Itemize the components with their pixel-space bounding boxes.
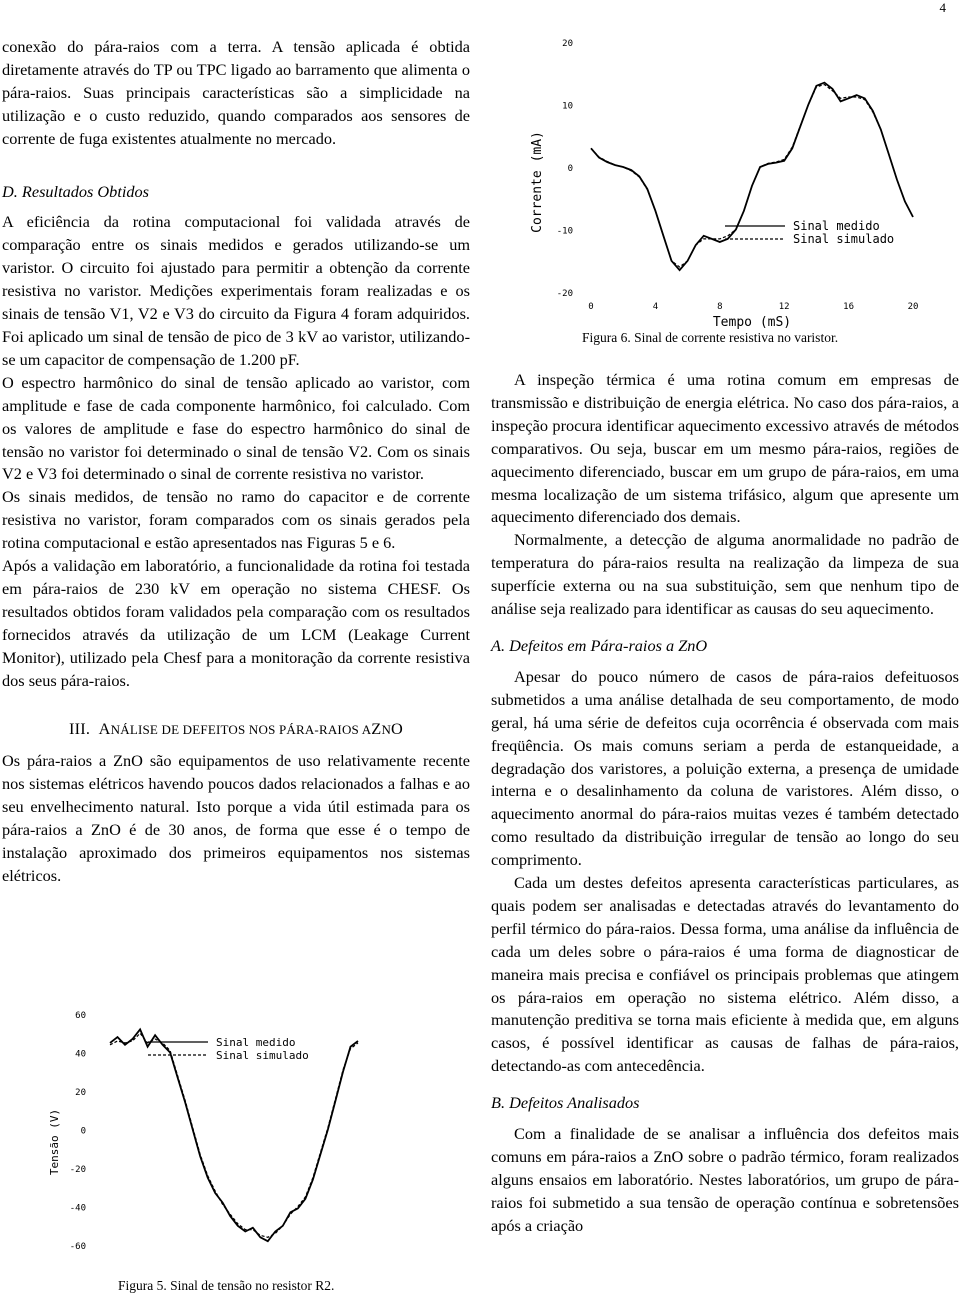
fig6-ylabel: Corrente (mA) [530,131,545,233]
paragraph-b1: Com a finalidade de se analisar a influência dos defeitos mais comuns em pára-raios a ZnO sobre o padrão térmico, foram realizados alguns ensaios em laboratório. Nestes laboratórios, um grupo de pára-raios foi submetido a sua tensão de operação contínua e sobretensões após a criação [491,1124,959,1235]
f5-ytick-label: 20 [75,1088,86,1098]
f6-ytick-label: 0 [567,164,573,174]
paragraph-r2: Normalmente, a detecção de alguma anormalidade no padrão de temperatura do pára-raios resulta na realização da limpeza de sua superfície externa ou na sua substituição, sem que nenhum tipo de análise seja realizado para identificar as causas do seu aquecimento. [491,530,959,619]
f5-ytick-label: -40 [69,1203,86,1214]
heading-iii-d: N [381,722,392,738]
f5-series-line-simulated [110,1033,358,1237]
right-column [491,369,959,1238]
paragraph-a1: Apesar do pouco número de casos de pára-raios defeituosos submetidos a uma análise detalhada de seu comportamento, de modo geral, há uma série de defeitos cuja ocorrência é observada com mais freqüência. Os mais comuns seriam a perda de estanqueidade, a degradação dos varistores, a poluição externa, a presença de umidade interna e o desalinhamento da coluna de varistores. Além disso, o aquecimento anormal do pára-raios muitas vezes é também detectado como resultado da distribuição irregular de tensão ao longo do seu comprimento. [491,666,959,870]
heading-iii-a: A [98,719,111,739]
f6-ytick-label: -10 [556,226,573,237]
figure-5-caption: Figura 5. Sinal de tensão no resistor R2. [118,1278,335,1293]
page-number: 4 [939,0,946,15]
figure-5-chart [40,1002,380,1278]
figure-6-chart [525,30,925,330]
heading-a-defeitos: A. Defeitos em Pára-raios a ZnO [491,635,708,655]
f6-legend-label: Sinal simulado [793,232,895,246]
f6-xtick-label: 8 [717,302,723,312]
f5-legend-label: Sinal simulado [216,1049,309,1062]
f6-xtick-label: 4 [652,302,659,312]
heading-iii-c: Z [371,719,382,739]
f6-ytick-label: 20 [562,39,573,49]
f6-xtick-label: 16 [843,302,855,312]
figure-6-caption: Figura 6. Sinal de corrente resistiva no varistor. [582,330,839,345]
paragraph-iii: Os pára-raios a ZnO são equipamentos de uso relativamente recente nos sistemas elétricos havendo poucos dados relacionados a falhas e ao seu envelhecimento natural. Isto porque a vida útil estimada para os pára-raios a ZnO é de 30 anos, de forma que esse é o tempo de instalação aproximado dos primeiros equipamentos nos sistemas elétricos. [2,751,470,885]
f6-ytick-label: 10 [562,101,573,112]
f6-xtick-label: 20 [907,302,919,312]
paragraph-d3: Os sinais medidos, de tensão no ramo do capacitor e de corrente resistiva no varistor, foram comparados com os sinais gerados pela rotina computacional e estão apresentados nas Figuras 5 e 6. [2,487,470,553]
heading-d-resultados: D. Resultados Obtidos [2,181,149,201]
f5-ytick-label: 60 [75,1011,86,1021]
paragraph-d1: A eficiência da rotina computacional foi validada através de comparação entre os sinais medidos e gerados utilizando-se um varistor. O circuito foi ajustado para permitir a obtenção da corrente resistiva no varistor. Medições experimentais foram realizadas e os sinais de tensão V1, V2 e V3 do circuito da Figura 4 foram adquiridos. Foi aplicado um sinal de tensão de pico de 3 kV ao varistor, utilizando-se um capacitor de compensação de 1.200 pF. [2,212,470,369]
paragraph-a2: Cada um destes defeitos apresenta características particulares, as quais podem ser analisadas e detectadas através do levantamento do perfil térmico do pára-raios. Dessa forma, uma análise da influência de cada um deles sobre o pára-raios é uma forma de diagnosticar de maneira mais precisa e confiável os principais problemas que atingem os pára-raios em operação no sistema elétrico. Além disso, a manutenção preditiva se torna mais eficiente à medida que, em alguns casos, é possível identificar as causas de falhas de pára-raios, detectando-as com antecedência. [491,873,959,1076]
f5-ytick-label: -20 [69,1165,86,1175]
f6-xtick-label: 0 [588,302,594,312]
fig6-xlabel: Tempo (mS) [712,315,792,330]
f5-ytick-label: 0 [80,1126,86,1137]
paragraph-r1: A inspeção térmica é uma rotina comum em empresas de transmissão e distribuição de energia elétrica. No caso dos pára-raios, a inspeção procura identificar aquecimento excessivo através de métodos comparativos. Ou seja, buscar em um mesmo pára-raios, regiões de aquecimento diferenciado, buscar em um grupo de pára-raios, em uma mesma localização de um sistema trifásico, algum que apresente um aquecimento diferenciado dos demais. [491,370,959,527]
f6-legend-label: Sinal medido [793,219,880,233]
fig5-ylabel: Tensão (V) [48,1108,61,1176]
paragraph-d4: Após a validação em laboratório, a funcionalidade da rotina foi testada em pára-raios de 230 kV em operação no sistema CHESF. Os resultados obtidos foram validados pela comparação com os resultados fornecidos através da utilização de um LCM (Leakage Current Monitor), utilizado pela Chesf para a monitoração da corrente resistiva dos seus pára-raios. [2,556,470,690]
f5-ytick-label: -60 [69,1242,86,1252]
f5-ytick-label: 40 [75,1049,86,1060]
left-column [2,36,470,888]
paragraph-d2: O espectro harmônico do sinal de tensão aplicado ao varistor, com amplitude e fase de cada componente harmônico, foi calculado. Com os valores de amplitude e fase do espectro harmônico do sinal de tensão no varistor foi determinado o sinal de tensão V2. Com os sinais V2 e V3 foi determinado o sinal de corrente resistiva no varistor. [2,372,470,484]
paragraph-intro: conexão do pára-raios com a terra. A tensão aplicada é obtida diretamente através do TP ou TPC ligado ao barramento que alimenta o pára-raios. Suas principais características são a simplicidade na utilização e o custo reduzido, quando comparados aos sensores de corrente de fuga existentes atualmente no mercado. [2,37,470,148]
heading-iii-e: O [391,719,403,739]
heading-iii-b: NÁLISE DE DEFEITOS NOS PÁRA-RAIOS A [110,722,372,738]
f6-xtick-label: 12 [778,302,790,312]
heading-b-defeitos-analisados: B. Defeitos Analisados [491,1093,640,1113]
f5-legend-label: Sinal medido [216,1036,296,1049]
f6-ytick-label: -20 [556,289,573,299]
heading-iii [2,718,470,742]
heading-iii-number: III. [68,719,91,739]
